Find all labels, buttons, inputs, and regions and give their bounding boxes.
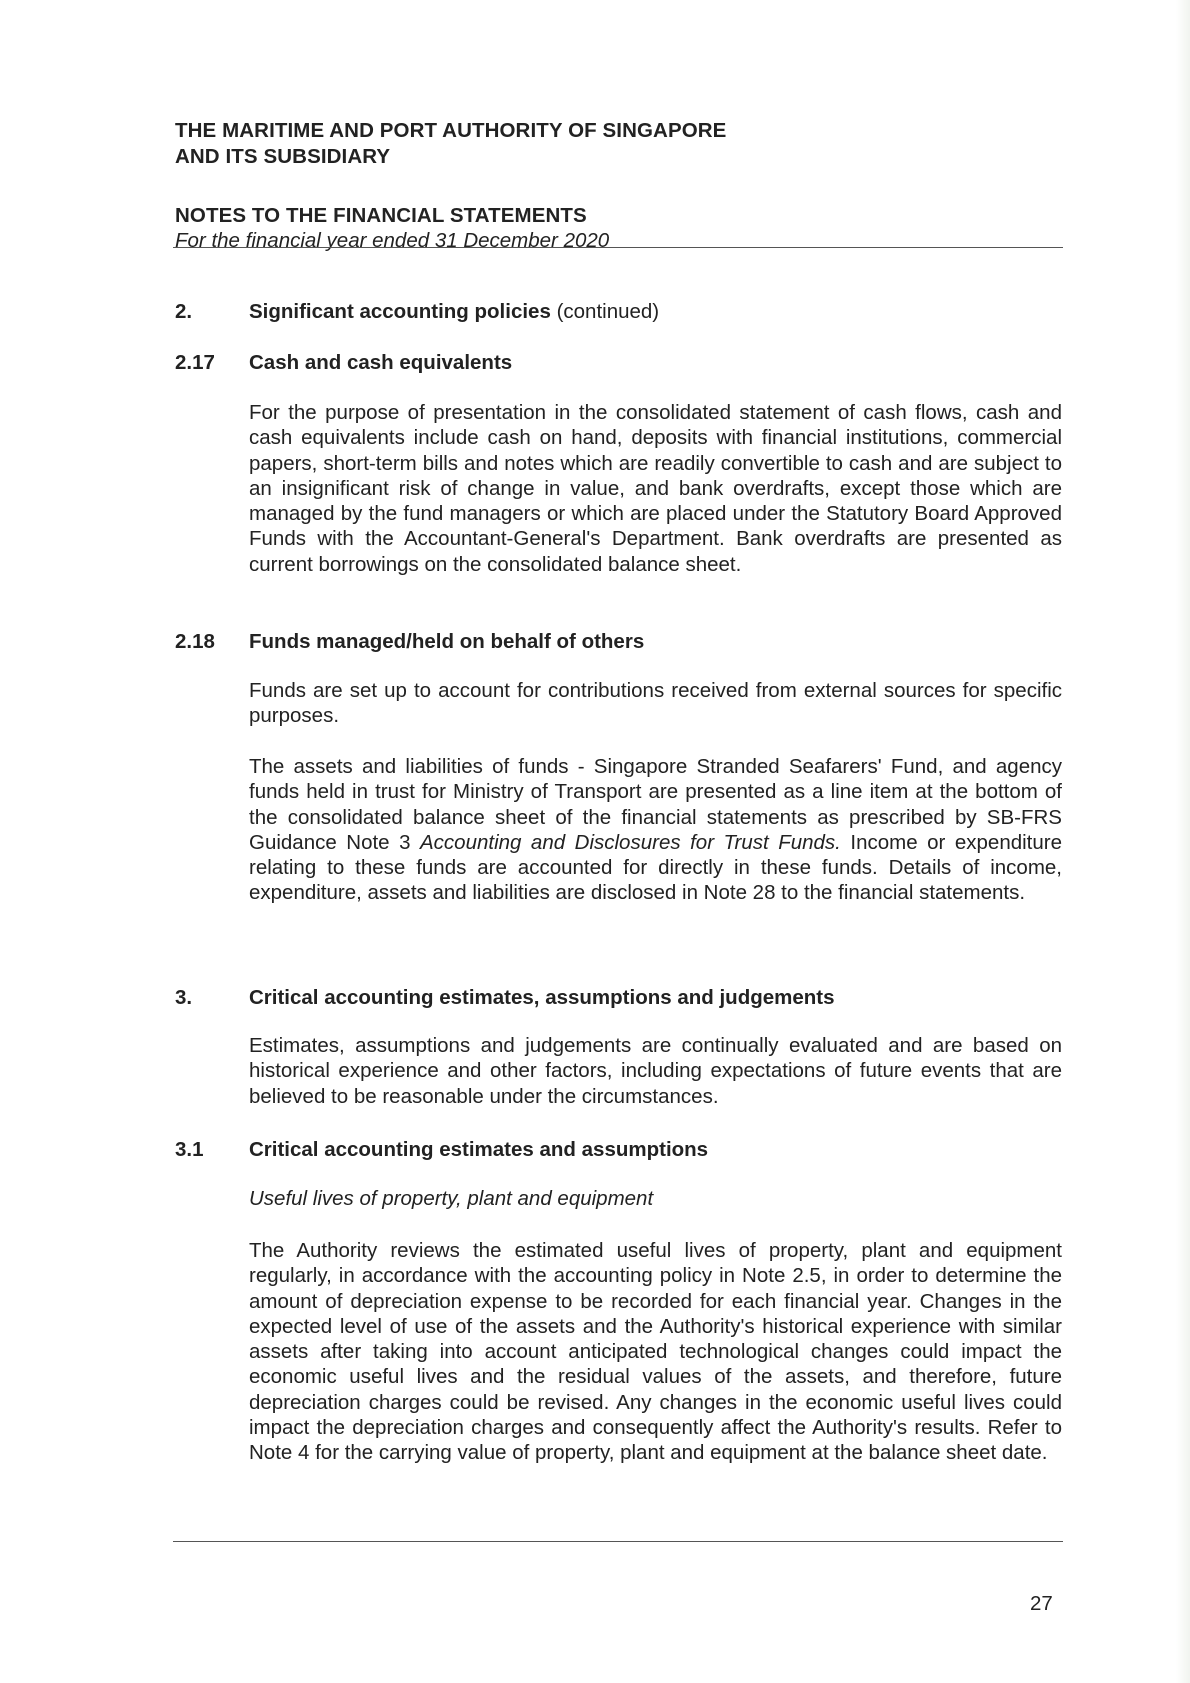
section-title: Cash and cash equivalents <box>249 351 513 374</box>
section-title: Funds managed/held on behalf of others <box>249 630 645 653</box>
paragraph: For the purpose of presentation in the consolidated statement of cash flows, cash and cash equivalents include cash on hand, deposits with financial institutions, commercial papers, short-term bills and notes which are readily convertible to cash and are subject to an insignificant risk of change in value, and bank overdrafts, except those which are managed by the fund managers or which are placed under the Statutory Board Approved Funds with the Accountant-General's Department. Bank overdrafts are presented as current borrowings on the consolidated balance sheet. <box>249 401 1062 576</box>
paragraph: Funds are set up to account for contributions received from external sources for specific purposes. <box>249 679 1062 728</box>
paragraph: Estimates, assumptions and judgements are continually evaluated and are based on historical experience and other factors, including expectations of future events that are believed to be reasonable under the circumstances. <box>249 1034 1062 1108</box>
reporting-period: For the financial year ended 31 December 2020 <box>175 229 610 252</box>
section-number: 2.17 <box>175 351 215 374</box>
guidance-note-title: Accounting and Disclosures for Trust Funds. <box>420 830 841 854</box>
section-title-text: Significant accounting policies <box>249 300 551 323</box>
notes-title: NOTES TO THE FINANCIAL STATEMENTS <box>175 204 587 227</box>
footer-divider <box>173 1541 1063 1542</box>
paragraph <box>249 754 1062 906</box>
section-number: 3.1 <box>175 1138 204 1161</box>
paragraph-text: Income or expenditure relating to these funds are accounted for directly in these funds. Details of income, expenditure, assets and liabilities are disclosed in Note 28 to the financial statements. <box>249 830 1063 905</box>
organization-name-line1: THE MARITIME AND PORT AUTHORITY OF SINGAPORE <box>175 119 727 142</box>
paragraph: The Authority reviews the estimated useful lives of property, plant and equipment regularly, in accordance with the accounting policy in Note 2.5, in order to determine the amount of depreciation expense to be recorded for each financial year. Changes in the expected level of use of the assets and the Authority's historical experience with similar assets after taking into account anticipated technological changes could impact the economic useful lives and the residual values of the assets, and therefore, future depreciation charges could be revised. Any changes in the economic useful lives could impact the depreciation charges and consequently affect the Authority's results. Refer to Note 4 for the carrying value of property, plant and equipment at the balance sheet date. <box>249 1239 1062 1465</box>
section-number: 3. <box>175 986 193 1009</box>
section-title <box>249 300 659 324</box>
header-divider <box>173 247 1063 248</box>
paragraph-text: The assets and liabilities of funds - Singapore Stranded Seafarers' Fund, and agency funds held in trust for Ministry of Transport are presented as a line item at the bottom of the consolidated balance sheet of the financial statements as prescribed by SB-FRS Guidance Note 3 <box>249 755 1062 854</box>
scan-edge <box>1176 0 1190 1683</box>
subheading: Useful lives of property, plant and equipment <box>249 1187 654 1210</box>
section-number: 2. <box>175 300 193 323</box>
section-title: Critical accounting estimates, assumptions and judgements <box>249 986 835 1009</box>
page-header <box>175 118 1062 253</box>
organization-name-line2: AND ITS SUBSIDIARY <box>175 145 391 168</box>
continued-label: (continued) <box>556 300 660 323</box>
section-title: Critical accounting estimates and assumptions <box>249 1138 709 1161</box>
section-number: 2.18 <box>175 630 215 653</box>
page-number: 27 <box>1030 1592 1053 1615</box>
